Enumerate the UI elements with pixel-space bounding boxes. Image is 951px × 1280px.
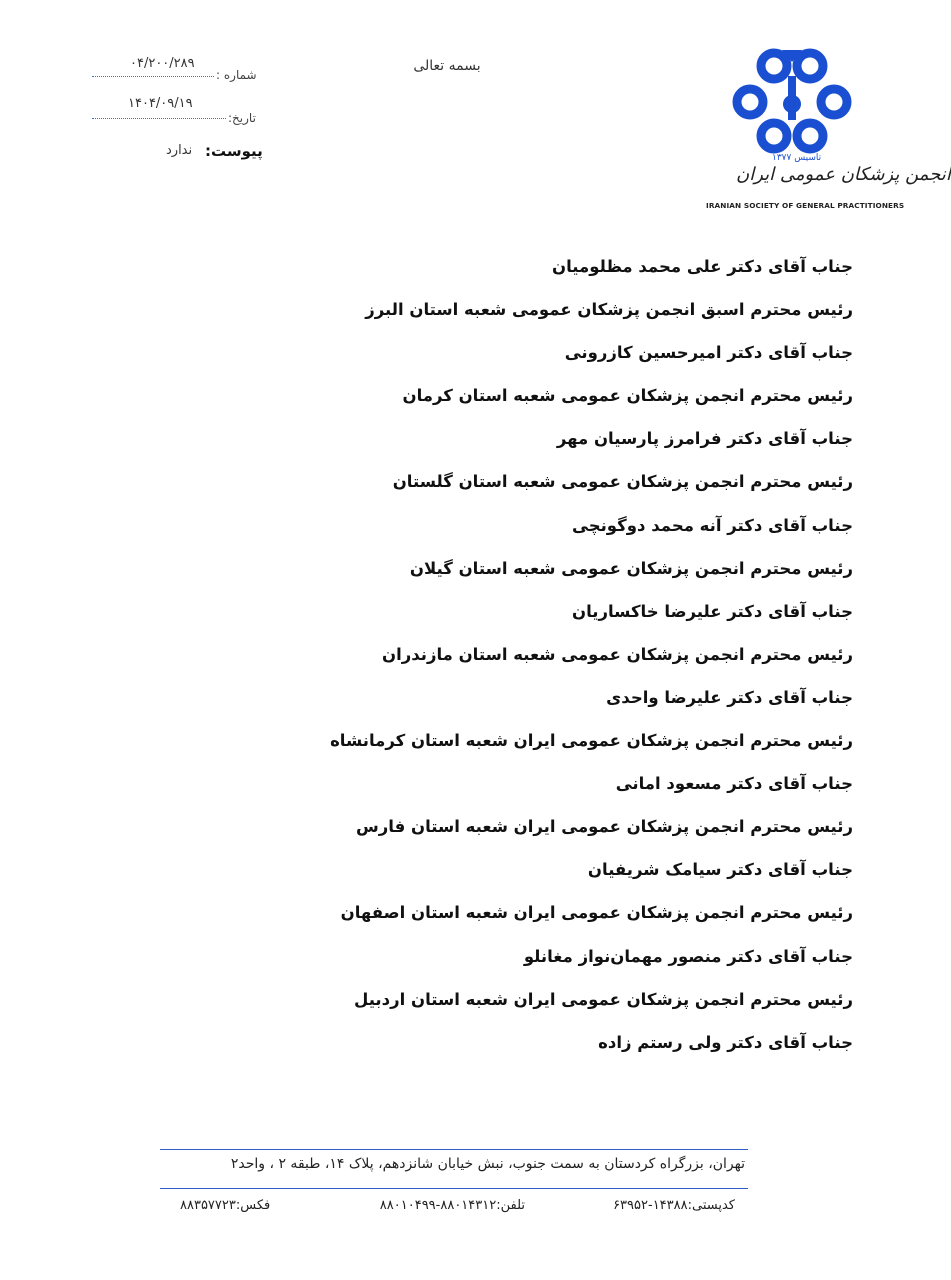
recipient-line: جناب آقای دکتر امیرحسین کازرونی <box>564 343 853 363</box>
recipient-line: جناب آقای دکتر علیرضا واحدی <box>606 687 853 707</box>
recipient-line: رئیس محترم انجمن پزشکان عمومی شعبه استان کرمان <box>402 386 853 406</box>
attachment-label: پیوست: <box>205 142 263 160</box>
recipient-line: رئیس محترم انجمن پزشکان عمومی ایران شعبه استان کرمانشاه <box>330 731 853 751</box>
recipient-line: رئیس محترم اسبق انجمن پزشکان عمومی شعبه استان البرز <box>365 300 853 320</box>
recipient-line: رئیس محترم انجمن پزشکان عمومی ایران شعبه استان اصفهان <box>340 903 853 923</box>
number-value: ۰۴/۲۰۰/۲۸۹ <box>130 56 195 71</box>
recipient-line: رئیس محترم انجمن پزشکان عمومی شعبه استان گیلان <box>409 558 853 578</box>
recipient-line: رئیس محترم انجمن پزشکان عمومی شعبه استان گلستان <box>392 472 853 492</box>
recipient-list <box>330 250 853 1069</box>
fax-number: فکس:۸۸۳۵۷۷۲۳ <box>180 1198 271 1213</box>
society-name-en: IRANIAN SOCIETY OF GENERAL PRACTITIONERS <box>706 201 905 210</box>
recipient-line: جناب آقای دکتر آنه محمد دوگونچی <box>572 515 853 535</box>
date-label: تاریخ: <box>228 111 256 125</box>
recipient-line: رئیس محترم انجمن پزشکان عمومی ایران شعبه استان اردبیل <box>353 989 853 1009</box>
bismillah-heading: بسمه تعالی <box>413 58 481 74</box>
recipient-line: جناب آقای دکتر ولی رستم زاده <box>598 1032 853 1052</box>
recipient-line: جناب آقای دکتر علیرضا خاکساریان <box>571 601 853 621</box>
recipient-line: جناب آقای دکتر مسعود امانی <box>615 774 853 794</box>
society-emblem-icon <box>732 44 852 156</box>
number-dotted-line <box>92 76 214 77</box>
society-name-fa: انجمن پزشکان عمومی ایران <box>736 164 951 185</box>
date-value: ۱۴۰۴/۰۹/۱۹ <box>128 96 193 111</box>
recipient-line: رئیس محترم انجمن پزشکان عمومی ایران شعبه استان فارس <box>355 817 853 837</box>
footer-middle-rule <box>160 1188 748 1189</box>
footer-address: تهران، بزرگراه کردستان به سمت جنوب، نبش خیابان شانزدهم، پلاک ۱۴، طبقه ۲ ، واحد۲ <box>230 1156 745 1172</box>
date-dotted-line <box>92 118 226 119</box>
recipient-line: جناب آقای دکتر فرامرز پارسیان مهر <box>556 429 853 449</box>
recipient-line: جناب آقای دکتر علی محمد مظلومیان <box>552 257 853 276</box>
recipient-line: رئیس محترم انجمن پزشکان عمومی شعبه استان مازندران <box>381 644 853 664</box>
recipient-line: جناب آقای دکتر سیامک شریفیان <box>587 860 853 880</box>
postal-code: کدپستی:۱۴۳۸۸-۶۳۹۵۲ <box>613 1198 735 1213</box>
number-label: شماره : <box>216 68 257 82</box>
phone-numbers: تلفن:۸۸۰۱۴۳۱۲-۸۸۰۱۰۴۹۹ <box>379 1198 525 1213</box>
recipient-line: جناب آقای دکتر منصور مهمان‌نواز مغانلو <box>523 946 853 966</box>
footer-top-rule <box>160 1149 748 1150</box>
established-year: تاسیس ۱۳۷۷ <box>772 153 822 163</box>
society-logo <box>706 44 951 210</box>
attachment-value: ندارد <box>166 143 193 158</box>
